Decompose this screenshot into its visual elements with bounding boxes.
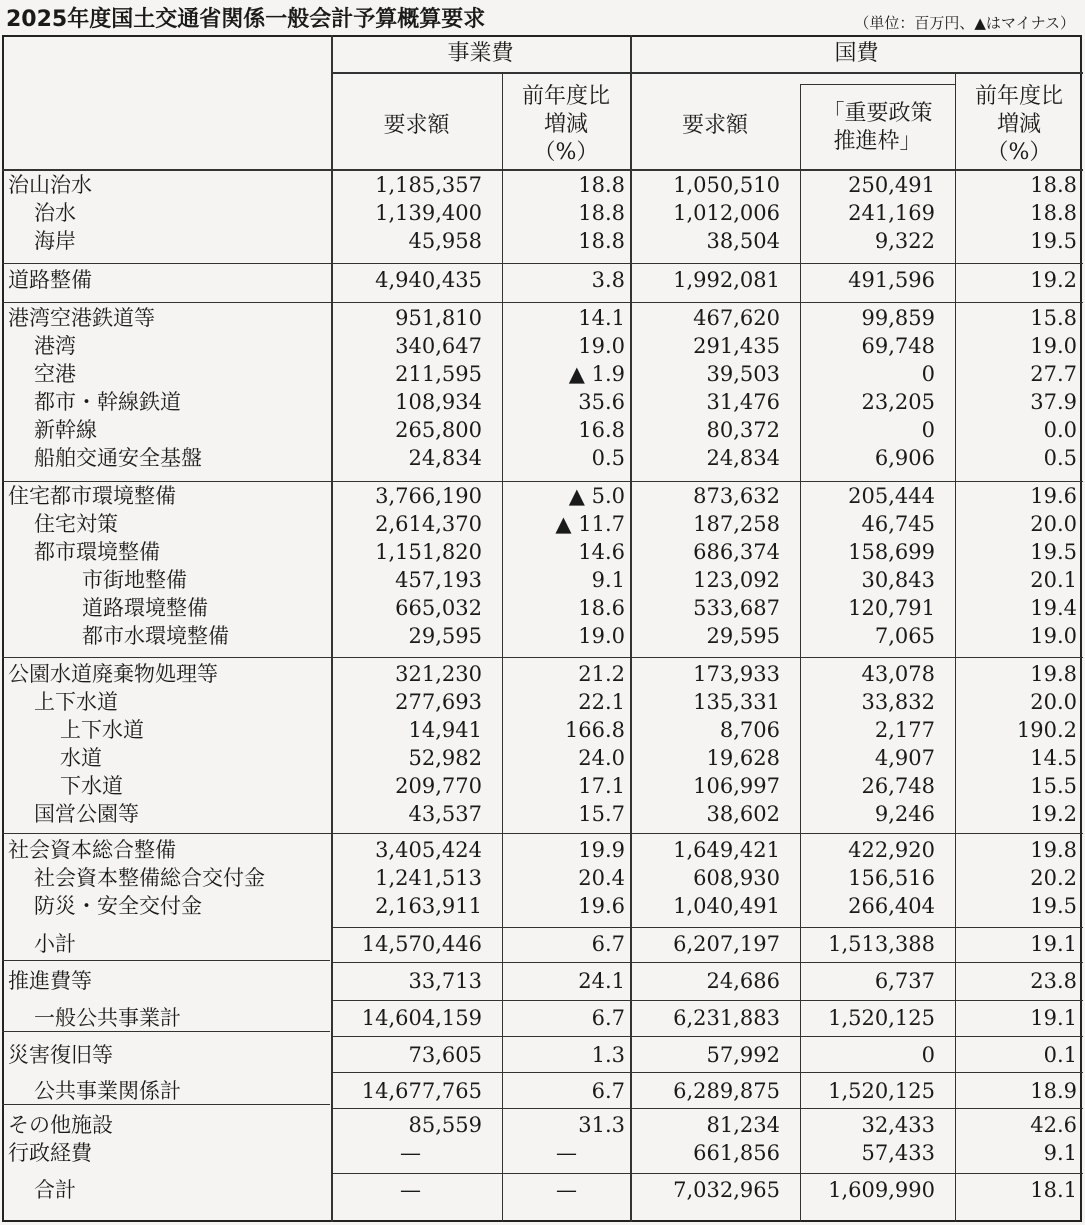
cell-jigyohi-request: 951,810 <box>395 306 482 330</box>
cell-kokuhi-request: 31,476 <box>706 390 780 414</box>
cell-jigyohi-yoy: 19.9 <box>578 838 625 862</box>
row-separator <box>2 960 330 961</box>
cell-kokuhi-yoy: 19.4 <box>1030 596 1077 620</box>
cell-jigyohi-request: 14,570,446 <box>361 932 482 956</box>
cell-kokuhi-yoy: 19.1 <box>1030 1006 1077 1030</box>
cell-jigyohi-request: 277,693 <box>395 690 482 714</box>
row-separator <box>2 302 1083 303</box>
cell-kokuhi-yoy: 37.9 <box>1030 390 1077 414</box>
cell-kokuhi-request: 533,687 <box>693 596 780 620</box>
cell-kokuhi-request: 24,834 <box>706 446 780 470</box>
table-row <box>0 388 1085 416</box>
cell-priority-frame: 0 <box>921 1043 935 1067</box>
cell-jigyohi-request: 14,677,765 <box>361 1079 482 1103</box>
cell-jigyohi-request: 1,241,513 <box>375 866 482 890</box>
cell-kokuhi-request: 7,032,965 <box>673 1178 780 1202</box>
cell-kokuhi-yoy: 19.1 <box>1030 932 1077 956</box>
row-separator <box>331 1072 1083 1073</box>
cell-jigyohi-request: 33,713 <box>408 969 482 993</box>
cell-kokuhi-yoy: 0.5 <box>1043 446 1077 470</box>
row-label: 公共事業関係計 <box>34 1079 181 1103</box>
table-row <box>0 967 1085 995</box>
cell-priority-frame: 57,433 <box>861 1141 935 1165</box>
cell-jigyohi-yoy: 166.8 <box>564 718 625 742</box>
cell-jigyohi-yoy: 19.0 <box>578 624 625 648</box>
cell-kokuhi-yoy: 0.1 <box>1043 1043 1077 1067</box>
cell-kokuhi-request: 135,331 <box>693 690 780 714</box>
cell-priority-frame: 0 <box>921 418 935 442</box>
cell-jigyohi-request: 2,163,911 <box>375 894 482 918</box>
table-row <box>0 444 1085 472</box>
cell-priority-frame: 7,065 <box>874 624 935 648</box>
cell-jigyohi-request: 1,151,820 <box>375 540 482 564</box>
cell-jigyohi-yoy: ▲ 5.0 <box>568 484 625 508</box>
row-separator <box>331 1173 1083 1174</box>
cell-priority-frame: 9,322 <box>874 229 935 253</box>
cell-priority-frame: 241,169 <box>848 201 935 225</box>
row-label: 港湾空港鉄道等 <box>8 306 155 330</box>
row-label: 道路環境整備 <box>82 596 208 620</box>
cell-jigyohi-yoy: ▲ 1.9 <box>568 362 625 386</box>
table-row <box>0 772 1085 800</box>
row-label: 海岸 <box>34 229 76 253</box>
table-row <box>0 538 1085 566</box>
cell-jigyohi-yoy: 6.7 <box>591 932 625 956</box>
header-yoy-kokuhi: 前年度比 増減 （%） <box>974 84 1063 165</box>
cell-jigyohi-yoy: 20.4 <box>578 866 625 890</box>
row-label: 住宅対策 <box>34 512 118 536</box>
cell-jigyohi-yoy: — <box>556 1178 577 1202</box>
cell-jigyohi-yoy: 19.0 <box>578 334 625 358</box>
cell-kokuhi-yoy: 19.5 <box>1030 540 1077 564</box>
cell-kokuhi-yoy: 19.2 <box>1030 268 1077 292</box>
cell-jigyohi-request: 45,958 <box>408 229 482 253</box>
cell-kokuhi-yoy: 190.2 <box>1016 718 1077 742</box>
cell-priority-frame: 99,859 <box>861 306 935 330</box>
header-kokuhi: 国費 <box>834 40 879 66</box>
table-row <box>0 1176 1085 1204</box>
cell-jigyohi-request: 321,230 <box>395 662 482 686</box>
row-label: 都市水環境整備 <box>82 624 229 648</box>
cell-kokuhi-yoy: 19.5 <box>1030 229 1077 253</box>
cell-kokuhi-request: 106,997 <box>693 774 780 798</box>
table-row <box>0 171 1085 199</box>
cell-jigyohi-request: 2,614,370 <box>375 512 482 536</box>
cell-kokuhi-request: 80,372 <box>706 418 780 442</box>
cell-kokuhi-yoy: 23.8 <box>1030 969 1077 993</box>
row-separator <box>2 263 1083 264</box>
cell-kokuhi-request: 6,289,875 <box>673 1079 780 1103</box>
cell-jigyohi-request: 24,834 <box>408 446 482 470</box>
cell-jigyohi-request: 1,185,357 <box>375 173 482 197</box>
cell-jigyohi-yoy: 24.0 <box>578 746 625 770</box>
header-divider <box>800 84 955 85</box>
cell-kokuhi-yoy: 18.8 <box>1030 173 1077 197</box>
cell-jigyohi-request: 209,770 <box>395 774 482 798</box>
cell-priority-frame: 1,520,125 <box>828 1079 935 1103</box>
table-row <box>0 688 1085 716</box>
row-label: 社会資本総合整備 <box>8 838 176 862</box>
cell-kokuhi-request: 29,595 <box>706 624 780 648</box>
row-separator <box>331 927 1083 928</box>
page-title: 2025年度国土交通省関係一般会計予算概算要求 <box>6 7 486 32</box>
table-row <box>0 227 1085 255</box>
table-row <box>0 416 1085 444</box>
table-row <box>0 482 1085 510</box>
cell-kokuhi-yoy: 19.2 <box>1030 802 1077 826</box>
cell-jigyohi-request: 14,604,159 <box>361 1006 482 1030</box>
cell-jigyohi-request: 340,647 <box>395 334 482 358</box>
row-label: 住宅都市環境整備 <box>8 484 176 508</box>
cell-priority-frame: 491,596 <box>848 268 935 292</box>
cell-kokuhi-request: 661,856 <box>693 1141 780 1165</box>
cell-jigyohi-request: 457,193 <box>395 568 482 592</box>
cell-priority-frame: 156,516 <box>848 866 935 890</box>
table-row <box>0 892 1085 920</box>
cell-kokuhi-yoy: 0.0 <box>1043 418 1077 442</box>
cell-jigyohi-yoy: 22.1 <box>578 690 625 714</box>
cell-kokuhi-yoy: 18.9 <box>1030 1079 1077 1103</box>
cell-kokuhi-yoy: 15.8 <box>1030 306 1077 330</box>
cell-jigyohi-yoy: 18.6 <box>578 596 625 620</box>
header-request-kokuhi: 要求額 <box>681 113 748 138</box>
cell-priority-frame: 2,177 <box>874 718 935 742</box>
table-row <box>0 566 1085 594</box>
cell-kokuhi-yoy: 9.1 <box>1043 1141 1077 1165</box>
cell-jigyohi-yoy: 3.8 <box>591 268 625 292</box>
cell-jigyohi-yoy: ▲ 11.7 <box>555 512 625 536</box>
cell-priority-frame: 30,843 <box>861 568 935 592</box>
row-label: 下水道 <box>60 774 123 798</box>
cell-jigyohi-yoy: 6.7 <box>591 1079 625 1103</box>
table-row <box>0 332 1085 360</box>
cell-jigyohi-request: 265,800 <box>395 418 482 442</box>
row-separator <box>2 833 1083 834</box>
unit-note: （単位：百万円、▲はマイナス） <box>854 14 1075 32</box>
row-label: 合計 <box>34 1178 76 1202</box>
row-separator <box>2 657 1083 658</box>
cell-kokuhi-yoy: 20.1 <box>1030 568 1077 592</box>
cell-jigyohi-yoy: 15.7 <box>578 802 625 826</box>
table-row <box>0 622 1085 650</box>
row-label: 治水 <box>34 201 76 225</box>
cell-priority-frame: 250,491 <box>848 173 935 197</box>
cell-jigyohi-request: 43,537 <box>408 802 482 826</box>
cell-kokuhi-request: 6,207,197 <box>673 932 780 956</box>
cell-jigyohi-yoy: 0.5 <box>591 446 625 470</box>
cell-kokuhi-request: 123,092 <box>693 568 780 592</box>
row-label: 小計 <box>34 932 76 956</box>
cell-jigyohi-yoy: 14.1 <box>578 306 625 330</box>
cell-jigyohi-yoy: 1.3 <box>591 1043 625 1067</box>
table-row <box>0 1139 1085 1167</box>
row-label: 道路整備 <box>8 268 92 292</box>
cell-priority-frame: 26,748 <box>861 774 935 798</box>
cell-kokuhi-request: 1,012,006 <box>673 201 780 225</box>
cell-kokuhi-request: 39,503 <box>706 362 780 386</box>
cell-kokuhi-yoy: 20.0 <box>1030 690 1077 714</box>
cell-kokuhi-yoy: 20.2 <box>1030 866 1077 890</box>
header-jigyohi: 事業費 <box>447 40 514 66</box>
cell-kokuhi-yoy: 19.6 <box>1030 484 1077 508</box>
cell-jigyohi-request: 211,595 <box>395 362 482 386</box>
cell-jigyohi-request: 4,940,435 <box>375 268 482 292</box>
header-yoy-jigyohi: 前年度比 増減 （%） <box>521 84 610 165</box>
cell-priority-frame: 266,404 <box>848 894 935 918</box>
cell-jigyohi-request: 665,032 <box>395 596 482 620</box>
cell-jigyohi-yoy: 16.8 <box>578 418 625 442</box>
row-label: 船舶交通安全基盤 <box>34 446 202 470</box>
cell-kokuhi-request: 8,706 <box>719 718 780 742</box>
cell-jigyohi-yoy: 21.2 <box>578 662 625 686</box>
row-label: 災害復旧等 <box>8 1043 113 1067</box>
cell-kokuhi-request: 1,992,081 <box>673 268 780 292</box>
cell-priority-frame: 46,745 <box>861 512 935 536</box>
cell-jigyohi-request: 3,405,424 <box>375 838 482 862</box>
cell-kokuhi-request: 608,930 <box>693 866 780 890</box>
cell-jigyohi-yoy: 17.1 <box>578 774 625 798</box>
row-label: 公園水道廃棄物処理等 <box>8 662 218 686</box>
cell-kokuhi-request: 187,258 <box>693 512 780 536</box>
header-divider <box>331 72 1083 74</box>
cell-jigyohi-yoy: 24.1 <box>578 969 625 993</box>
cell-priority-frame: 1,609,990 <box>828 1178 935 1202</box>
cell-priority-frame: 32,433 <box>861 1113 935 1137</box>
cell-kokuhi-request: 467,620 <box>693 306 780 330</box>
cell-kokuhi-request: 6,231,883 <box>673 1006 780 1030</box>
cell-priority-frame: 43,078 <box>861 662 935 686</box>
row-label: 治山治水 <box>8 173 92 197</box>
row-label: 空港 <box>34 362 76 386</box>
cell-kokuhi-yoy: 19.0 <box>1030 334 1077 358</box>
cell-jigyohi-yoy: 31.3 <box>578 1113 625 1137</box>
cell-kokuhi-request: 291,435 <box>693 334 780 358</box>
table-row <box>0 594 1085 622</box>
row-label: 行政経費 <box>8 1141 92 1165</box>
cell-priority-frame: 6,906 <box>874 446 935 470</box>
table-row <box>0 744 1085 772</box>
row-label: 新幹線 <box>34 418 97 442</box>
table-row <box>0 1041 1085 1069</box>
cell-priority-frame: 33,832 <box>861 690 935 714</box>
cell-kokuhi-yoy: 19.8 <box>1030 662 1077 686</box>
cell-priority-frame: 205,444 <box>848 484 935 508</box>
cell-kokuhi-yoy: 19.0 <box>1030 624 1077 648</box>
cell-kokuhi-yoy: 14.5 <box>1030 746 1077 770</box>
cell-kokuhi-request: 873,632 <box>693 484 780 508</box>
table-row <box>0 836 1085 864</box>
cell-kokuhi-yoy: 15.5 <box>1030 774 1077 798</box>
table-row <box>0 1077 1085 1105</box>
cell-jigyohi-request: 3,766,190 <box>375 484 482 508</box>
cell-kokuhi-yoy: 20.0 <box>1030 512 1077 536</box>
table-row <box>0 1004 1085 1032</box>
cell-kokuhi-request: 1,050,510 <box>673 173 780 197</box>
row-label: 一般公共事業計 <box>34 1006 181 1030</box>
cell-kokuhi-yoy: 18.8 <box>1030 201 1077 225</box>
cell-jigyohi-request: 14,941 <box>408 718 482 742</box>
row-separator <box>331 962 1083 963</box>
cell-priority-frame: 6,737 <box>874 969 935 993</box>
row-label: 港湾 <box>34 334 76 358</box>
cell-jigyohi-yoy: 18.8 <box>578 173 625 197</box>
cell-jigyohi-yoy: — <box>556 1141 577 1165</box>
row-label: 都市環境整備 <box>34 540 160 564</box>
cell-kokuhi-request: 173,933 <box>693 662 780 686</box>
cell-jigyohi-request: 85,559 <box>408 1113 482 1137</box>
cell-priority-frame: 158,699 <box>848 540 935 564</box>
cell-kokuhi-yoy: 18.1 <box>1030 1178 1077 1202</box>
row-separator <box>331 1108 1083 1109</box>
cell-jigyohi-request: 1,139,400 <box>375 201 482 225</box>
cell-kokuhi-request: 1,040,491 <box>673 894 780 918</box>
table-row <box>0 864 1085 892</box>
cell-jigyohi-request: — <box>400 1178 421 1202</box>
cell-kokuhi-request: 38,504 <box>706 229 780 253</box>
cell-jigyohi-yoy: 35.6 <box>578 390 625 414</box>
cell-priority-frame: 69,748 <box>861 334 935 358</box>
cell-jigyohi-yoy: 6.7 <box>591 1006 625 1030</box>
row-separator <box>331 1036 1083 1037</box>
cell-jigyohi-yoy: 14.6 <box>578 540 625 564</box>
table-row <box>0 800 1085 828</box>
cell-jigyohi-yoy: 9.1 <box>591 568 625 592</box>
cell-kokuhi-request: 19,628 <box>706 746 780 770</box>
cell-kokuhi-yoy: 19.5 <box>1030 894 1077 918</box>
table-row <box>0 360 1085 388</box>
cell-priority-frame: 9,246 <box>874 802 935 826</box>
header-request-jigyohi: 要求額 <box>383 113 450 138</box>
cell-jigyohi-request: 108,934 <box>395 390 482 414</box>
cell-priority-frame: 1,513,388 <box>828 932 935 956</box>
cell-jigyohi-yoy: 18.8 <box>578 229 625 253</box>
row-label: その他施設 <box>8 1113 113 1137</box>
cell-jigyohi-request: 29,595 <box>408 624 482 648</box>
cell-priority-frame: 23,205 <box>861 390 935 414</box>
cell-priority-frame: 4,907 <box>874 746 935 770</box>
table-row <box>0 716 1085 744</box>
row-label: 上下水道 <box>34 690 118 714</box>
cell-kokuhi-yoy: 19.8 <box>1030 838 1077 862</box>
cell-kokuhi-request: 1,649,421 <box>673 838 780 862</box>
cell-kokuhi-request: 57,992 <box>706 1043 780 1067</box>
cell-kokuhi-request: 686,374 <box>693 540 780 564</box>
table-row <box>0 304 1085 332</box>
cell-jigyohi-yoy: 19.6 <box>578 894 625 918</box>
table-row <box>0 199 1085 227</box>
row-label: 都市・幹線鉄道 <box>34 390 181 414</box>
table-row <box>0 930 1085 958</box>
table-row <box>0 660 1085 688</box>
row-label: 社会資本整備総合交付金 <box>34 866 265 890</box>
cell-kokuhi-yoy: 27.7 <box>1030 362 1077 386</box>
cell-kokuhi-request: 81,234 <box>706 1113 780 1137</box>
table-row <box>0 266 1085 294</box>
row-label: 防災・安全交付金 <box>34 894 202 918</box>
cell-jigyohi-yoy: 18.8 <box>578 201 625 225</box>
row-label: 推進費等 <box>8 969 92 993</box>
cell-kokuhi-request: 38,602 <box>706 802 780 826</box>
row-label: 国営公園等 <box>34 802 139 826</box>
cell-priority-frame: 120,791 <box>848 596 935 620</box>
cell-kokuhi-yoy: 42.6 <box>1030 1113 1077 1137</box>
table-row <box>0 510 1085 538</box>
table-row <box>0 1111 1085 1139</box>
cell-jigyohi-request: 73,605 <box>408 1043 482 1067</box>
header-priority-frame: 「重要政策 推進枠」 <box>822 101 933 154</box>
row-label: 市街地整備 <box>82 568 187 592</box>
cell-priority-frame: 1,520,125 <box>828 1006 935 1030</box>
cell-jigyohi-request: 52,982 <box>408 746 482 770</box>
row-label: 水道 <box>60 746 102 770</box>
row-label: 上下水道 <box>60 718 144 742</box>
row-separator <box>331 1000 1083 1001</box>
cell-priority-frame: 0 <box>921 362 935 386</box>
cell-jigyohi-request: — <box>400 1141 421 1165</box>
cell-kokuhi-request: 24,686 <box>706 969 780 993</box>
cell-priority-frame: 422,920 <box>848 838 935 862</box>
